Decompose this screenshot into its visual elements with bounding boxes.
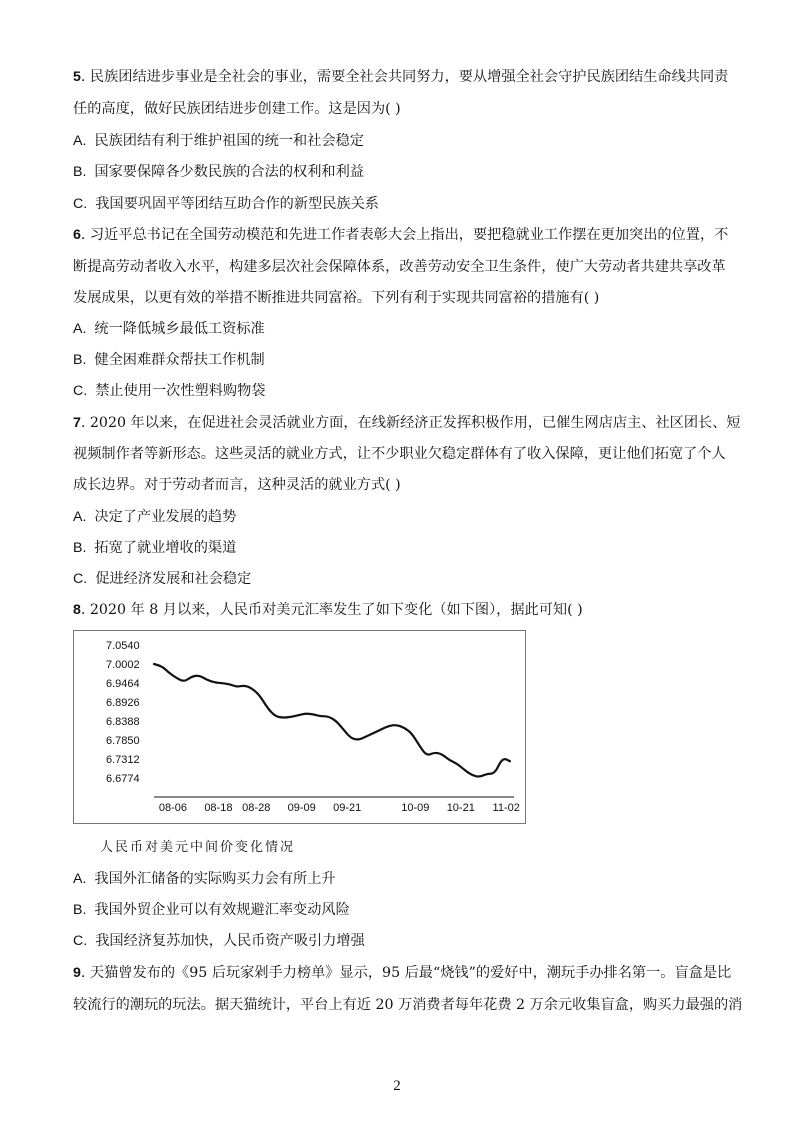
q6-line-3: 发展成果，以更有效的举措不断推进共同富裕。下列有利于实现共同富裕的措施有( ) bbox=[73, 290, 600, 306]
q5-number: 5 bbox=[73, 69, 81, 85]
x-tick-label: 10-09 bbox=[401, 802, 430, 814]
x-tick-label: 10-21 bbox=[446, 802, 475, 814]
q9-stem-1: . 天猫曾发布的《95 后玩家剁手力榜单》显示，95 后最“烧钱”的爱好中，潮玩手办排名第一。盲盒是比 bbox=[80, 965, 732, 981]
y-tick-label: 6.8926 bbox=[106, 697, 140, 709]
q5-line-1 bbox=[73, 66, 729, 86]
q6-option-b: B. 健全困难群众帮扶工作机制 bbox=[73, 352, 265, 368]
q5-stem-1: . 民族团结进步事业是全社会的事业，需要全社会共同努力，要从增强全社会守护民族团结生命线共同责 bbox=[80, 69, 729, 85]
page-number: 2 bbox=[393, 1078, 401, 1094]
q8-stem-1: . 2020 年 8 月以来，人民币对美元汇率发生了如下变化（如下图），据此可知( ) bbox=[80, 602, 583, 618]
q9-line-1 bbox=[73, 962, 732, 982]
q7-stem-1: . 2020 年以来，在促进社会灵活就业方面，在线新经济正发挥积极作用，已催生网店店主、社区团长、短 bbox=[80, 415, 741, 431]
y-tick-label: 6.9464 bbox=[106, 678, 140, 690]
x-tick-label: 09-09 bbox=[287, 802, 316, 814]
q6-line-2: 断提高劳动者收入水平，构建多层次社会保障体系，改善劳动安全卫生条件，使广大劳动者共建共享改革 bbox=[73, 259, 726, 275]
q6-stem-1: . 习近平总书记在全国劳动模范和先进工作者表彰大会上指出，要把稳就业工作摆在更加突出的位置，不 bbox=[80, 227, 729, 243]
q7-option-c: C. 促进经济发展和社会稳定 bbox=[73, 571, 252, 587]
x-tick-label: 08-18 bbox=[204, 802, 233, 814]
q7-option-a: A. 决定了产业发展的趋势 bbox=[73, 509, 237, 525]
chart-caption: 人民币对美元中间价变化情况 bbox=[100, 840, 296, 855]
y-tick-label: 7.0002 bbox=[106, 659, 140, 671]
q6-line-1 bbox=[73, 224, 729, 244]
x-tick-label: 08-28 bbox=[242, 802, 271, 814]
q8-number: 8 bbox=[73, 602, 81, 618]
q9-number: 9 bbox=[73, 965, 81, 981]
q6-option-c: C. 禁止使用一次性塑料购物袋 bbox=[73, 383, 266, 399]
q9-line-2: 较流行的潮玩的玩法。据天猫统计，平台上有近 20 万消费者每年花费 2 万余元收集盲盒，购买力最强的消 bbox=[73, 997, 743, 1013]
q7-number: 7 bbox=[73, 415, 81, 431]
y-tick-label: 6.6774 bbox=[106, 773, 140, 785]
x-tick-label: 08-06 bbox=[158, 802, 188, 814]
q7-line-2: 视频制作者等新形态。这些灵活的就业方式，让不少职业欠稳定群体有了收入保障，更让他们拓宽了个人 bbox=[73, 446, 726, 462]
q7-line-1 bbox=[73, 412, 741, 432]
q5-option-a: A. 民族团结有利于维护祖国的统一和社会稳定 bbox=[73, 133, 364, 149]
q5-option-c: C. 我国要巩固平等团结互助合作的新型民族关系 bbox=[73, 196, 379, 212]
q7-option-b: B. 拓宽了就业增收的渠道 bbox=[73, 540, 237, 556]
q6-option-a: A. 统一降低城乡最低工资标准 bbox=[73, 321, 265, 337]
q8-option-a: A. 我国外汇储备的实际购买力会有所上升 bbox=[73, 871, 336, 887]
y-tick-label: 6.7850 bbox=[106, 735, 140, 747]
q8-option-b: B. 我国外贸企业可以有效规避汇率变动风险 bbox=[73, 902, 350, 918]
chart-plot bbox=[74, 631, 525, 823]
y-tick-label: 6.7312 bbox=[106, 754, 140, 766]
x-tick-label: 09-21 bbox=[333, 802, 362, 814]
x-tick-label: 11-02 bbox=[492, 802, 520, 814]
y-tick-label: 6.8388 bbox=[106, 716, 140, 728]
q8-line-1 bbox=[73, 599, 583, 619]
q8-option-c: C. 我国经济复苏加快，人民币资产吸引力增强 bbox=[73, 933, 365, 949]
exchange-rate-chart bbox=[73, 630, 526, 824]
y-tick-label: 7.0540 bbox=[106, 640, 140, 652]
q6-number: 6 bbox=[73, 227, 81, 243]
q5-option-b: B. 国家要保障各少数民族的合法的权利和利益 bbox=[73, 164, 364, 180]
q5-line-2: 任的高度，做好民族团结进步创建工作。这是因为( ) bbox=[73, 101, 401, 117]
series-line bbox=[154, 664, 510, 777]
q7-line-3: 成长边界。对于劳动者而言，这种灵活的就业方式( ) bbox=[73, 477, 401, 493]
